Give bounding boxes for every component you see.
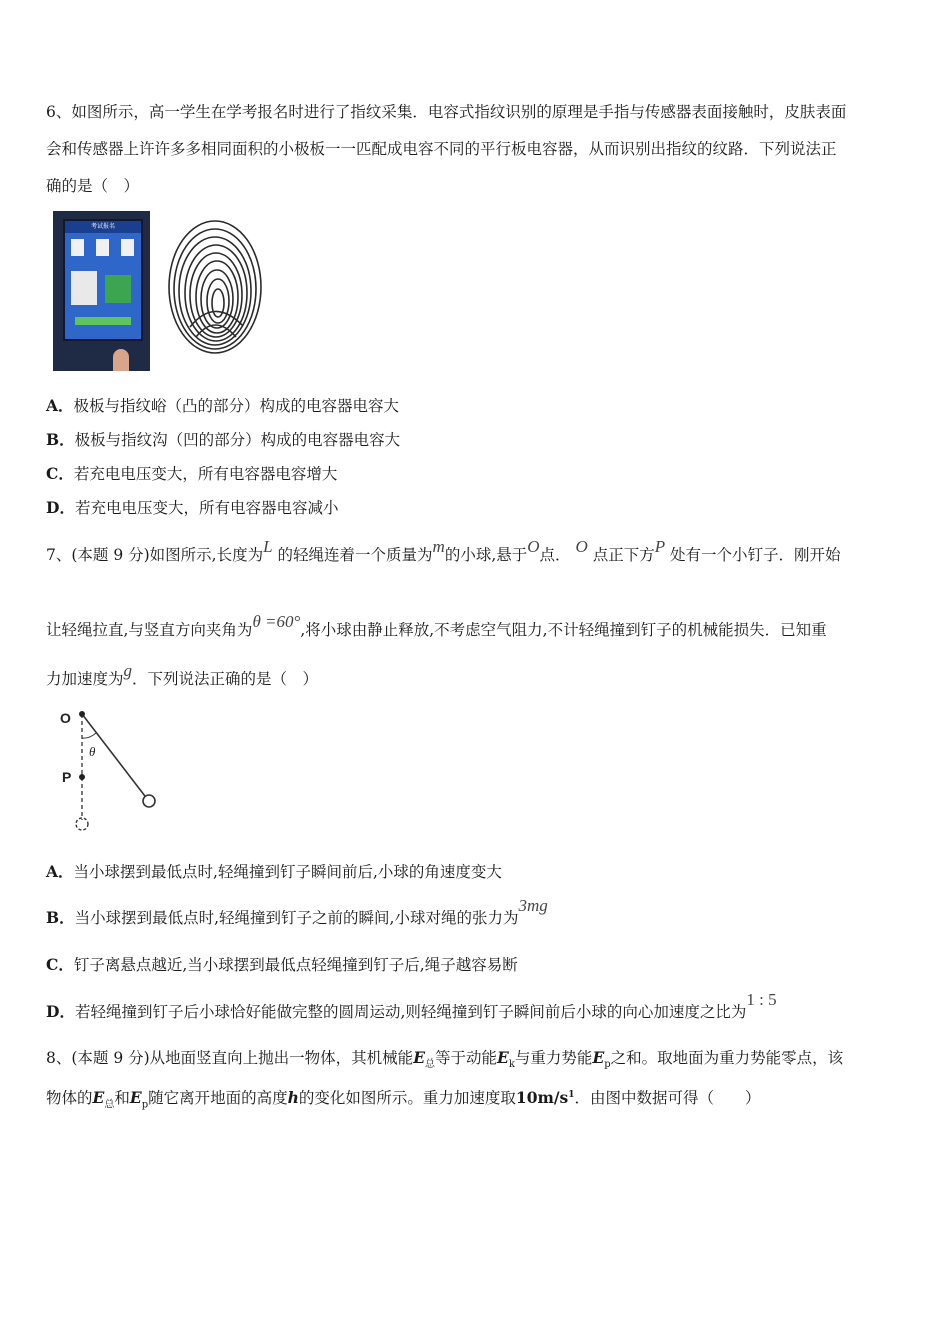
label-theta: θ — [89, 744, 96, 759]
kiosk-screen — [63, 219, 143, 341]
label-o: O — [60, 710, 71, 726]
q6-line-1: 6、如图所示，高一学生在学考报名时进行了指纹采集．电容式指纹识别的原理是手指与传感器表面接触时，皮肤表面 — [46, 103, 847, 121]
q6-option-c: C．若充电电压变大，所有电容器电容增大 — [46, 464, 338, 483]
angle-arc — [82, 733, 96, 738]
q7-line-2: 让轻绳拉直,与竖直方向夹角为θ =60°,将小球由静止释放,不考虑空气阻力,不计轻绳撞到钉子的机械能损失．已知重 — [46, 612, 827, 639]
kiosk-confirm-bar — [75, 317, 131, 325]
fingerprint-pad — [105, 275, 131, 303]
id-photo-2 — [96, 239, 109, 256]
kiosk-screen-title: 考试报名 — [65, 221, 141, 233]
q7-option-b: B．当小球摆到最低点时,轻绳撞到钉子之前的瞬间,小球对绳的张力为3mg — [46, 896, 548, 927]
id-photo-3 — [121, 239, 134, 256]
pivot-point — [79, 711, 85, 717]
q6-option-d: D．若充电电压变大，所有电容器电容减小 — [46, 498, 339, 517]
label-p: P — [62, 769, 72, 785]
q7-option-a: A．当小球摆到最低点时,轻绳撞到钉子瞬间前后,小球的角速度变大 — [46, 862, 502, 881]
q7-line-1: 7、(本题 9 分)如图所示,长度为L 的轻绳连着一个质量为m的小球,悬于O点． O 点正下方P 处有一个小钉子．刚开始 — [46, 537, 841, 564]
q7-line-3: 力加速度为g．下列说法正确的是（ ） — [46, 661, 319, 688]
pendulum-diagram — [56, 704, 176, 834]
q8-line-2: 物体的$E_总$和$E_p$随它离开地面的高度h的变化如图所示。重力加速度取$10m/s^1$．由图中数据可得（ ） — [46, 1088, 761, 1111]
q6-option-b: B．极板与指纹沟（凹的部分）构成的电容器电容大 — [46, 430, 401, 449]
q7-option-c: C．钉子离悬点越近,当小球摆到最低点轻绳撞到钉子后,绳子越容易断 — [46, 955, 518, 974]
q8-line-1: 8、(本题 9 分)从地面竖直向上抛出一物体，其机械能$E_总$等于动能$E_k$与重力势能$E_p$之和。取地面为重力势能零点，该 — [46, 1048, 844, 1071]
fingerprint-kiosk-photo — [53, 211, 150, 371]
q6-line-2: 会和传感器上许许多多相同面积的小极板一一匹配成电容不同的平行板电容器，从而识别出指纹的纹路．下列说法正 — [46, 140, 837, 158]
student-photo — [71, 271, 97, 305]
nail-point — [79, 774, 85, 780]
q7-option-d: D．若轻绳撞到钉子后小球恰好能做完整的圆周运动,则轻绳撞到钉子瞬间前后小球的向心加速度之比为1 : 5 — [46, 990, 777, 1021]
fingerprint-image — [166, 217, 264, 357]
id-photo-1 — [71, 239, 84, 256]
q6-option-a: A．极板与指纹峪（凸的部分）构成的电容器电容大 — [46, 396, 400, 415]
finger — [113, 349, 129, 371]
q6-line-3: 确的是（ ） — [46, 177, 140, 195]
ball — [143, 795, 155, 807]
